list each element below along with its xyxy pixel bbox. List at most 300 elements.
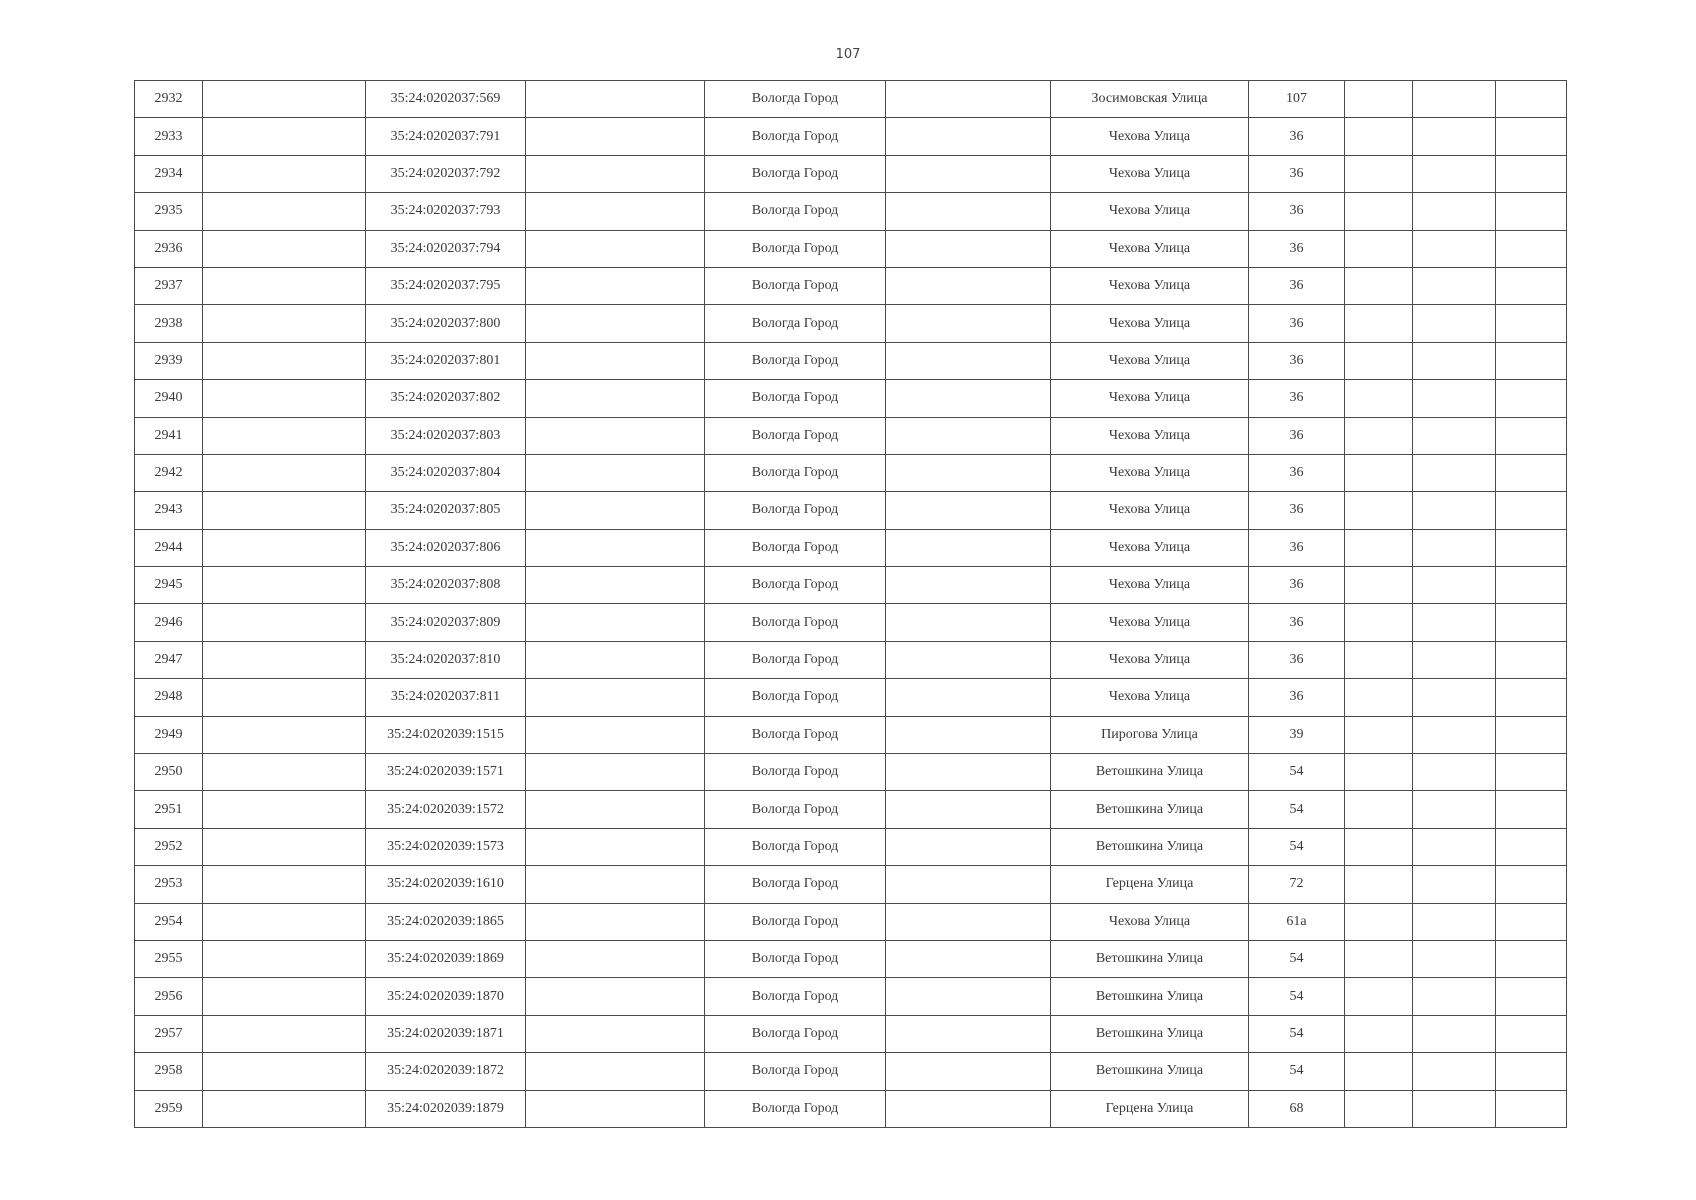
cadastral-number-cell: 35:24:0202039:1871 (366, 1015, 526, 1052)
empty-cell (1345, 940, 1413, 977)
table-row (135, 828, 1567, 865)
empty-cell (886, 641, 1051, 678)
row-number-cell: 2947 (135, 641, 203, 678)
empty-cell (1496, 529, 1567, 566)
empty-cell (1413, 940, 1496, 977)
empty-cell (886, 342, 1051, 379)
empty-cell (1413, 754, 1496, 791)
empty-cell (1496, 866, 1567, 903)
street-cell: Ветошкина Улица (1051, 978, 1249, 1015)
table-row (135, 679, 1567, 716)
empty-cell (1413, 230, 1496, 267)
page-number: 107 (835, 47, 861, 62)
empty-cell (1496, 1015, 1567, 1052)
house-number-cell: 54 (1249, 1015, 1345, 1052)
empty-cell (1413, 492, 1496, 529)
cadastral-number-cell: 35:24:0202037:810 (366, 641, 526, 678)
empty-cell (526, 754, 705, 791)
city-cell: Вологда Город (705, 679, 886, 716)
empty-cell (886, 978, 1051, 1015)
empty-cell (1496, 641, 1567, 678)
empty-cell (886, 305, 1051, 342)
empty-cell (886, 155, 1051, 192)
city-cell: Вологда Город (705, 604, 886, 641)
empty-cell (1413, 641, 1496, 678)
empty-cell (1345, 791, 1413, 828)
street-cell: Чехова Улица (1051, 454, 1249, 491)
street-cell: Чехова Улица (1051, 903, 1249, 940)
empty-cell (1345, 679, 1413, 716)
empty-cell (1345, 641, 1413, 678)
city-cell: Вологда Город (705, 866, 886, 903)
empty-cell (1413, 679, 1496, 716)
empty-cell (1345, 1053, 1413, 1090)
empty-cell (886, 866, 1051, 903)
empty-cell (1345, 1015, 1413, 1052)
empty-cell (886, 193, 1051, 230)
table-row (135, 305, 1567, 342)
empty-cell (886, 230, 1051, 267)
empty-cell (1496, 118, 1567, 155)
house-number-cell: 36 (1249, 492, 1345, 529)
empty-cell (203, 567, 366, 604)
cadastral-number-cell: 35:24:0202037:808 (366, 567, 526, 604)
empty-cell (203, 230, 366, 267)
table-row (135, 1015, 1567, 1052)
empty-cell (526, 567, 705, 604)
empty-cell (203, 380, 366, 417)
cadastral-number-cell: 35:24:0202037:791 (366, 118, 526, 155)
empty-cell (1413, 604, 1496, 641)
empty-cell (203, 1053, 366, 1090)
empty-cell (886, 529, 1051, 566)
house-number-cell: 36 (1249, 529, 1345, 566)
empty-cell (526, 305, 705, 342)
empty-cell (526, 380, 705, 417)
empty-cell (1496, 267, 1567, 304)
cadastral-number-cell: 35:24:0202039:1872 (366, 1053, 526, 1090)
house-number-cell: 72 (1249, 866, 1345, 903)
empty-cell (203, 754, 366, 791)
table-row (135, 716, 1567, 753)
cadastral-number-cell: 35:24:0202039:1610 (366, 866, 526, 903)
table-row (135, 754, 1567, 791)
empty-cell (1413, 1015, 1496, 1052)
cadastral-number-cell: 35:24:0202037:793 (366, 193, 526, 230)
row-number-cell: 2934 (135, 155, 203, 192)
cadastral-number-cell: 35:24:0202037:801 (366, 342, 526, 379)
city-cell: Вологда Город (705, 417, 886, 454)
table-row (135, 1090, 1567, 1127)
empty-cell (203, 978, 366, 1015)
house-number-cell: 54 (1249, 1053, 1345, 1090)
row-number-cell: 2936 (135, 230, 203, 267)
empty-cell (1345, 716, 1413, 753)
empty-cell (526, 155, 705, 192)
table-row (135, 567, 1567, 604)
table-row (135, 417, 1567, 454)
street-cell: Чехова Улица (1051, 380, 1249, 417)
city-cell: Вологда Город (705, 155, 886, 192)
city-cell: Вологда Город (705, 529, 886, 566)
city-cell: Вологда Город (705, 81, 886, 118)
empty-cell (203, 492, 366, 529)
street-cell: Ветошкина Улица (1051, 940, 1249, 977)
city-cell: Вологда Город (705, 342, 886, 379)
empty-cell (526, 716, 705, 753)
empty-cell (526, 679, 705, 716)
row-number-cell: 2943 (135, 492, 203, 529)
house-number-cell: 54 (1249, 791, 1345, 828)
empty-cell (1496, 380, 1567, 417)
empty-cell (526, 454, 705, 491)
table-row (135, 492, 1567, 529)
empty-cell (1496, 754, 1567, 791)
empty-cell (1413, 791, 1496, 828)
empty-cell (1413, 118, 1496, 155)
street-cell: Ветошкина Улица (1051, 1015, 1249, 1052)
cadastral-number-cell: 35:24:0202039:1865 (366, 903, 526, 940)
street-cell: Чехова Улица (1051, 267, 1249, 304)
street-cell: Ветошкина Улица (1051, 828, 1249, 865)
empty-cell (1496, 940, 1567, 977)
register-table (134, 80, 1567, 1128)
empty-cell (1413, 978, 1496, 1015)
table-row (135, 1053, 1567, 1090)
street-cell: Чехова Улица (1051, 155, 1249, 192)
empty-cell (1413, 529, 1496, 566)
empty-cell (1413, 267, 1496, 304)
empty-cell (886, 417, 1051, 454)
city-cell: Вологда Город (705, 828, 886, 865)
empty-cell (203, 716, 366, 753)
empty-cell (1413, 828, 1496, 865)
cadastral-number-cell: 35:24:0202039:1879 (366, 1090, 526, 1127)
row-number-cell: 2944 (135, 529, 203, 566)
empty-cell (1413, 155, 1496, 192)
table-row (135, 380, 1567, 417)
cadastral-number-cell: 35:24:0202039:1572 (366, 791, 526, 828)
empty-cell (886, 81, 1051, 118)
empty-cell (886, 1090, 1051, 1127)
house-number-cell: 54 (1249, 940, 1345, 977)
empty-cell (1413, 342, 1496, 379)
table-row (135, 267, 1567, 304)
table-row (135, 193, 1567, 230)
empty-cell (526, 641, 705, 678)
city-cell: Вологда Город (705, 1015, 886, 1052)
street-cell: Герцена Улица (1051, 866, 1249, 903)
empty-cell (203, 118, 366, 155)
empty-cell (1345, 118, 1413, 155)
cadastral-number-cell: 35:24:0202037:800 (366, 305, 526, 342)
empty-cell (1345, 866, 1413, 903)
empty-cell (1345, 828, 1413, 865)
empty-cell (886, 828, 1051, 865)
empty-cell (1496, 305, 1567, 342)
street-cell: Чехова Улица (1051, 679, 1249, 716)
empty-cell (1496, 1053, 1567, 1090)
cadastral-number-cell: 35:24:0202039:1573 (366, 828, 526, 865)
empty-cell (886, 492, 1051, 529)
table-row (135, 604, 1567, 641)
row-number-cell: 2956 (135, 978, 203, 1015)
empty-cell (526, 1015, 705, 1052)
city-cell: Вологда Город (705, 1090, 886, 1127)
house-number-cell: 36 (1249, 305, 1345, 342)
empty-cell (526, 940, 705, 977)
empty-cell (526, 604, 705, 641)
city-cell: Вологда Город (705, 267, 886, 304)
row-number-cell: 2933 (135, 118, 203, 155)
empty-cell (1345, 342, 1413, 379)
empty-cell (1496, 155, 1567, 192)
empty-cell (1496, 193, 1567, 230)
street-cell: Чехова Улица (1051, 529, 1249, 566)
city-cell: Вологда Город (705, 193, 886, 230)
empty-cell (203, 155, 366, 192)
row-number-cell: 2953 (135, 866, 203, 903)
city-cell: Вологда Город (705, 716, 886, 753)
empty-cell (1413, 1090, 1496, 1127)
empty-cell (203, 940, 366, 977)
street-cell: Чехова Улица (1051, 193, 1249, 230)
empty-cell (526, 866, 705, 903)
empty-cell (526, 118, 705, 155)
house-number-cell: 36 (1249, 267, 1345, 304)
house-number-cell: 36 (1249, 230, 1345, 267)
cadastral-number-cell: 35:24:0202037:803 (366, 417, 526, 454)
empty-cell (526, 230, 705, 267)
empty-cell (886, 716, 1051, 753)
empty-cell (1345, 529, 1413, 566)
city-cell: Вологда Город (705, 118, 886, 155)
empty-cell (1345, 230, 1413, 267)
empty-cell (526, 193, 705, 230)
empty-cell (886, 454, 1051, 491)
empty-cell (1345, 81, 1413, 118)
empty-cell (526, 1053, 705, 1090)
empty-cell (1345, 305, 1413, 342)
city-cell: Вологда Город (705, 1053, 886, 1090)
empty-cell (1345, 492, 1413, 529)
empty-cell (203, 866, 366, 903)
empty-cell (1345, 155, 1413, 192)
table-row (135, 230, 1567, 267)
city-cell: Вологда Город (705, 305, 886, 342)
empty-cell (1345, 754, 1413, 791)
empty-cell (1413, 903, 1496, 940)
house-number-cell: 36 (1249, 641, 1345, 678)
empty-cell (886, 791, 1051, 828)
empty-cell (1413, 866, 1496, 903)
street-cell: Чехова Улица (1051, 342, 1249, 379)
street-cell: Герцена Улица (1051, 1090, 1249, 1127)
street-cell: Ветошкина Улица (1051, 754, 1249, 791)
cadastral-number-cell: 35:24:0202037:809 (366, 604, 526, 641)
row-number-cell: 2942 (135, 454, 203, 491)
house-number-cell: 36 (1249, 193, 1345, 230)
cadastral-number-cell: 35:24:0202037:805 (366, 492, 526, 529)
empty-cell (886, 940, 1051, 977)
empty-cell (203, 641, 366, 678)
empty-cell (203, 417, 366, 454)
empty-cell (526, 267, 705, 304)
empty-cell (1413, 454, 1496, 491)
empty-cell (1496, 791, 1567, 828)
empty-cell (886, 754, 1051, 791)
table-row (135, 791, 1567, 828)
empty-cell (526, 529, 705, 566)
empty-cell (1345, 604, 1413, 641)
table-row (135, 155, 1567, 192)
empty-cell (526, 492, 705, 529)
row-number-cell: 2958 (135, 1053, 203, 1090)
street-cell: Чехова Улица (1051, 305, 1249, 342)
table-row (135, 978, 1567, 1015)
street-cell: Чехова Улица (1051, 230, 1249, 267)
table-row (135, 529, 1567, 566)
empty-cell (1345, 417, 1413, 454)
street-cell: Ветошкина Улица (1051, 791, 1249, 828)
city-cell: Вологда Город (705, 454, 886, 491)
empty-cell (886, 679, 1051, 716)
row-number-cell: 2959 (135, 1090, 203, 1127)
street-cell: Чехова Улица (1051, 641, 1249, 678)
empty-cell (1496, 81, 1567, 118)
house-number-cell: 36 (1249, 679, 1345, 716)
city-cell: Вологда Город (705, 380, 886, 417)
city-cell: Вологда Город (705, 230, 886, 267)
empty-cell (1496, 454, 1567, 491)
empty-cell (1496, 492, 1567, 529)
empty-cell (1496, 604, 1567, 641)
empty-cell (526, 81, 705, 118)
row-number-cell: 2945 (135, 567, 203, 604)
empty-cell (1413, 305, 1496, 342)
row-number-cell: 2950 (135, 754, 203, 791)
table-row (135, 342, 1567, 379)
row-number-cell: 2941 (135, 417, 203, 454)
empty-cell (1413, 716, 1496, 753)
empty-cell (1496, 417, 1567, 454)
cadastral-number-cell: 35:24:0202037:795 (366, 267, 526, 304)
house-number-cell: 61а (1249, 903, 1345, 940)
empty-cell (203, 604, 366, 641)
empty-cell (1345, 193, 1413, 230)
table-row (135, 454, 1567, 491)
house-number-cell: 54 (1249, 978, 1345, 1015)
house-number-cell: 54 (1249, 754, 1345, 791)
empty-cell (1345, 267, 1413, 304)
empty-cell (1496, 716, 1567, 753)
house-number-cell: 36 (1249, 380, 1345, 417)
row-number-cell: 2951 (135, 791, 203, 828)
cadastral-number-cell: 35:24:0202039:1870 (366, 978, 526, 1015)
empty-cell (526, 791, 705, 828)
empty-cell (203, 267, 366, 304)
empty-cell (526, 978, 705, 1015)
empty-cell (886, 1053, 1051, 1090)
street-cell: Зосимовская Улица (1051, 81, 1249, 118)
empty-cell (1496, 679, 1567, 716)
empty-cell (1496, 978, 1567, 1015)
empty-cell (526, 342, 705, 379)
cadastral-number-cell: 35:24:0202037:804 (366, 454, 526, 491)
cadastral-number-cell: 35:24:0202037:802 (366, 380, 526, 417)
table-row (135, 81, 1567, 118)
empty-cell (203, 305, 366, 342)
empty-cell (1413, 1053, 1496, 1090)
empty-cell (203, 454, 366, 491)
empty-cell (1496, 903, 1567, 940)
cadastral-number-cell: 35:24:0202039:1869 (366, 940, 526, 977)
row-number-cell: 2938 (135, 305, 203, 342)
table-row (135, 940, 1567, 977)
street-cell: Чехова Улица (1051, 118, 1249, 155)
row-number-cell: 2932 (135, 81, 203, 118)
empty-cell (203, 1015, 366, 1052)
empty-cell (1345, 978, 1413, 1015)
table-row (135, 866, 1567, 903)
empty-cell (203, 791, 366, 828)
row-number-cell: 2954 (135, 903, 203, 940)
cadastral-number-cell: 35:24:0202037:792 (366, 155, 526, 192)
house-number-cell: 36 (1249, 118, 1345, 155)
row-number-cell: 2946 (135, 604, 203, 641)
row-number-cell: 2935 (135, 193, 203, 230)
empty-cell (1345, 1090, 1413, 1127)
empty-cell (203, 193, 366, 230)
city-cell: Вологда Город (705, 492, 886, 529)
house-number-cell: 36 (1249, 454, 1345, 491)
empty-cell (1496, 1090, 1567, 1127)
row-number-cell: 2940 (135, 380, 203, 417)
row-number-cell: 2957 (135, 1015, 203, 1052)
empty-cell (1413, 567, 1496, 604)
empty-cell (203, 529, 366, 566)
empty-cell (886, 1015, 1051, 1052)
city-cell: Вологда Город (705, 791, 886, 828)
empty-cell (1413, 380, 1496, 417)
empty-cell (886, 118, 1051, 155)
empty-cell (203, 903, 366, 940)
empty-cell (1345, 903, 1413, 940)
city-cell: Вологда Город (705, 903, 886, 940)
empty-cell (886, 380, 1051, 417)
table-row (135, 641, 1567, 678)
empty-cell (1496, 567, 1567, 604)
street-cell: Ветошкина Улица (1051, 1053, 1249, 1090)
row-number-cell: 2937 (135, 267, 203, 304)
empty-cell (1345, 454, 1413, 491)
empty-cell (526, 828, 705, 865)
cadastral-number-cell: 35:24:0202037:811 (366, 679, 526, 716)
street-cell: Чехова Улица (1051, 492, 1249, 529)
row-number-cell: 2939 (135, 342, 203, 379)
cadastral-number-cell: 35:24:0202037:794 (366, 230, 526, 267)
house-number-cell: 39 (1249, 716, 1345, 753)
city-cell: Вологда Город (705, 978, 886, 1015)
empty-cell (1413, 81, 1496, 118)
street-cell: Чехова Улица (1051, 417, 1249, 454)
row-number-cell: 2952 (135, 828, 203, 865)
empty-cell (203, 342, 366, 379)
empty-cell (203, 1090, 366, 1127)
empty-cell (1496, 342, 1567, 379)
cadastral-number-cell: 35:24:0202037:806 (366, 529, 526, 566)
city-cell: Вологда Город (705, 754, 886, 791)
